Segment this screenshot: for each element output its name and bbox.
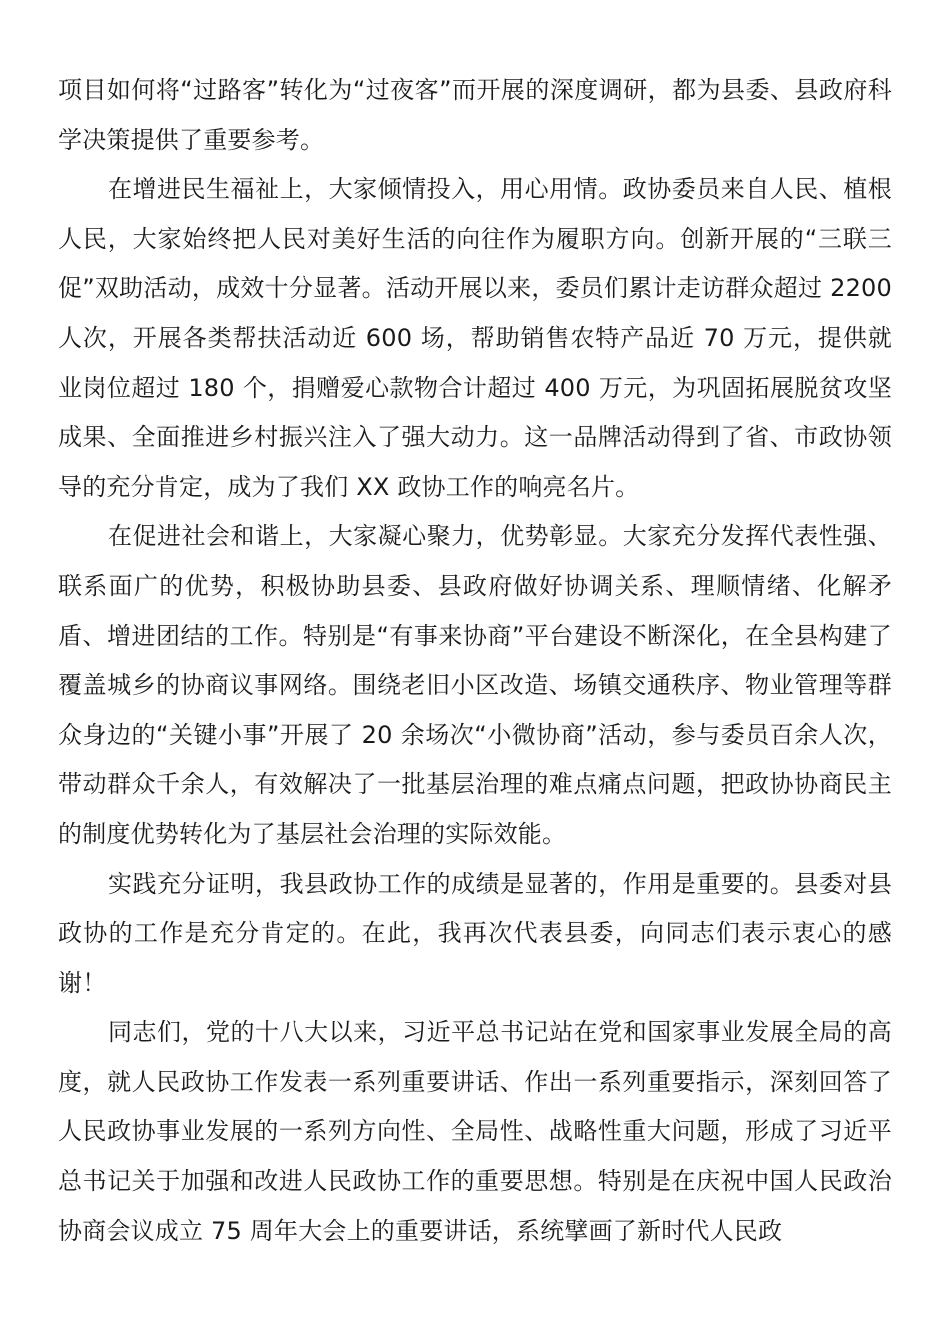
- paragraph-continued-research: 项目如何将“过路客”转化为“过夜客”而开展的深度调研，都为县委、县政府科学决策提供了重要参考。: [58, 76, 892, 154]
- paragraph-livelihood: 在增进民生福祉上，大家倾情投入，用心用情。政协委员来自人民、植根人民，大家始终把人民对美好生活的向往作为履职方向。创新开展的“三联三促”双助活动，成效十分显著。活动开展以来，委员们累计走访群众超过 2200 人次，开展各类帮扶活动近 600 场，帮助销售农特产品近 70 万元，提供就业岗位超过 180 个，捐赠爱心款物合计超过 400 万元，为巩固拓展脱贫攻坚成果、全面推进乡村振兴注入了强大动力。这一品牌活动得到了省、市政协领导的充分肯定，成为了我们 XX 政协工作的响亮名片。: [58, 175, 892, 501]
- paragraph-comrades: 同志们，党的十八大以来，习近平总书记站在党和国家事业发展全局的高度，就人民政协工作发表一系列重要讲话、作出一系列重要指示，深刻回答了人民政协事业发展的一系列方向性、全局性、战略性重大问题，形成了习近平总书记关于加强和改进人民政协工作的重要思想。特别是在庆祝中国人民政治协商会议成立 75 周年大会上的重要讲话，系统擘画了新时代人民政: [58, 1018, 892, 1245]
- document-page: [58, 66, 892, 1256]
- paragraph-practice-proves: 实践充分证明，我县政协工作的成绩是显著的，作用是重要的。县委对县政协的工作是充分肯定的。在此，我再次代表县委，向同志们表示衷心的感谢！: [58, 869, 892, 997]
- paragraph-social-harmony: 在促进社会和谐上，大家凝心聚力，优势彰显。大家充分发挥代表性强、联系面广的优势，积极协助县委、县政府做好协调关系、理顺情绪、化解矛盾、增进团结的工作。特别是“有事来协商”平台建设不断深化，在全县构建了覆盖城乡的协商议事网络。围绕老旧小区改造、场镇交通秩序、物业管理等群众身边的“关键小事”开展了 20 余场次“小微协商”活动，参与委员百余人次，带动群众千余人，有效解决了一批基层治理的难点痛点问题，把政协协商民主的制度优势转化为了基层社会治理的实际效能。: [58, 522, 892, 848]
